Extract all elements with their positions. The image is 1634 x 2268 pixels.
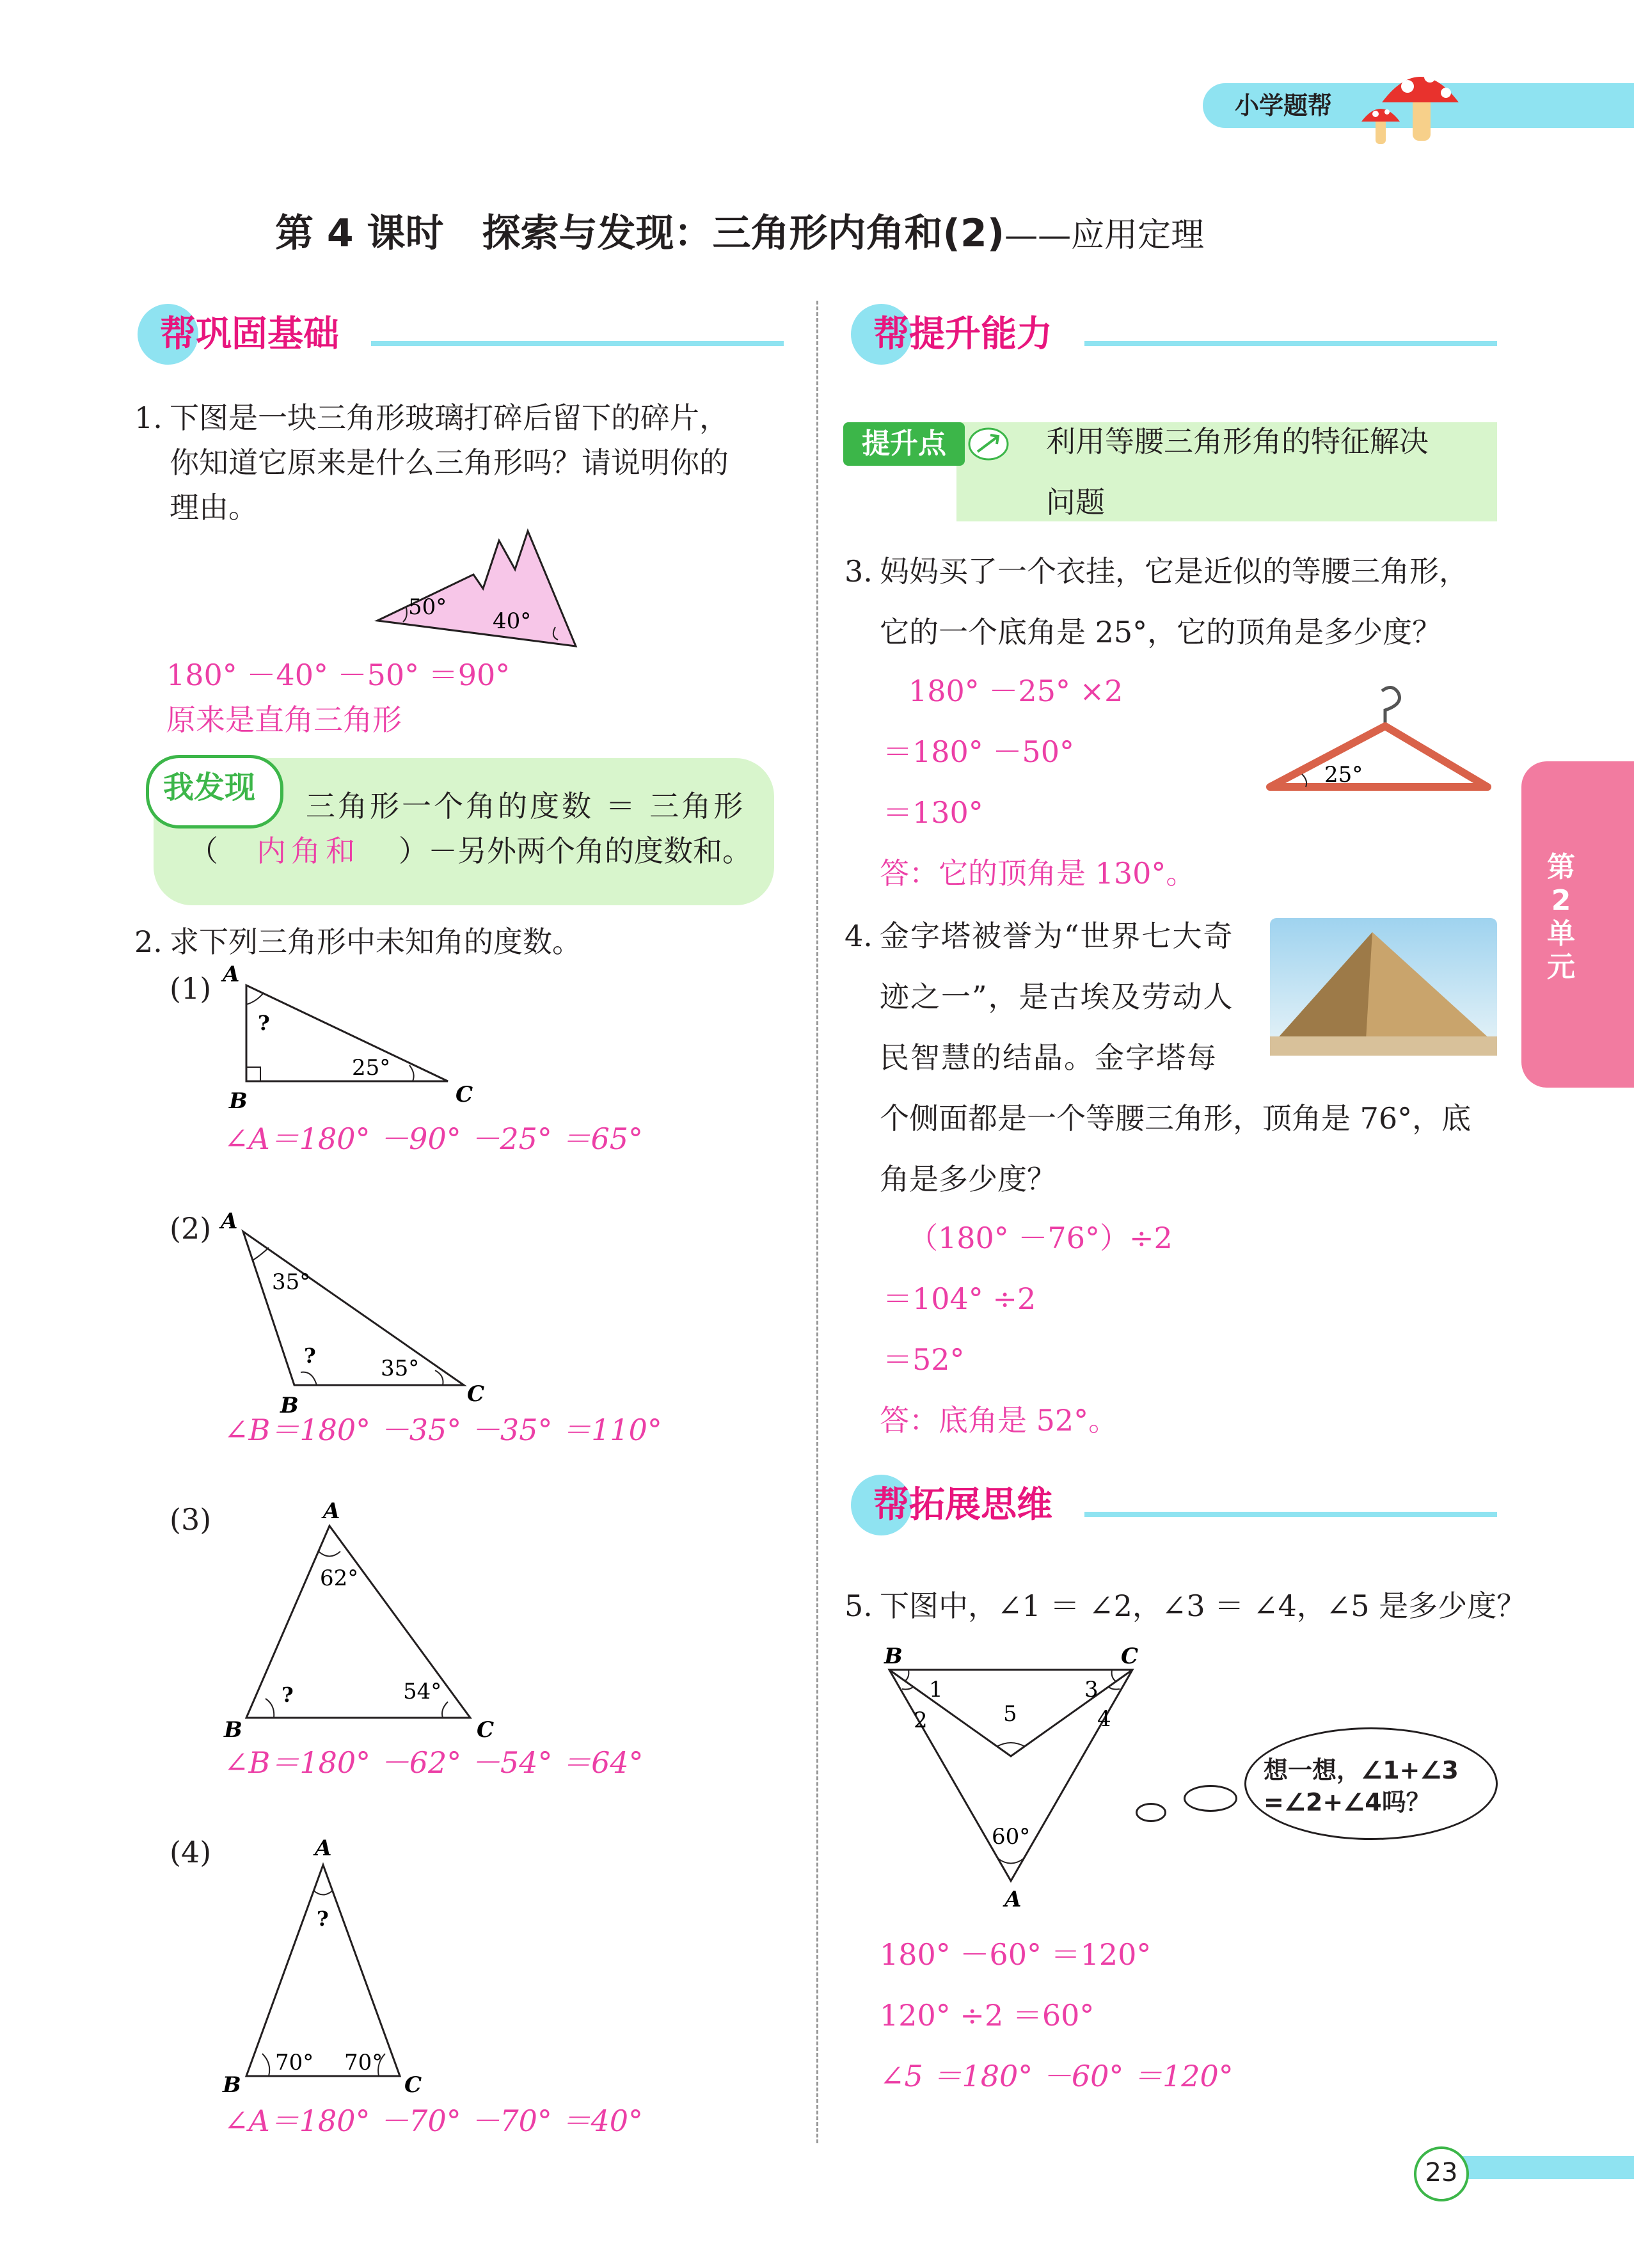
svg-text:4: 4 [1097,1706,1111,1732]
discovery-line1: 三角形一个角的度数 ＝ 三角形 [306,789,746,823]
svg-text:25°: 25° [352,1055,391,1081]
svg-text:A: A [223,962,240,987]
thought-dot-medium [1184,1785,1237,1812]
q4-number: 4. [845,919,873,953]
q4-line: 金字塔被誉为“世界七大奇 [880,919,1234,953]
section-expand [851,1468,1497,1545]
svg-text:B: B [223,2072,241,2098]
discovery-tag-text: 我发现 [163,770,256,805]
page-title [275,208,1204,261]
bubble-line: 想一想，∠1+∠3 [1264,1756,1459,1784]
discovery-line2 [189,829,752,873]
discovery-rest: ）－另外两个角的度数和。 [399,834,752,868]
q2-2-answer: ∠B＝180° －35° －35° ＝110° [224,1413,662,1447]
q4-line: 角是多少度？ [880,1162,1056,1196]
q2-3-triangle [218,1491,512,1747]
q2-4-label: (4) [170,1835,212,1869]
svg-text:35°: 35° [272,1269,311,1295]
q2-1-answer: ∠A＝180° －90° －25° ＝65° [224,1122,644,1156]
arrow-icon [966,425,1011,463]
q1-line: 下图是一块三角形玻璃打碎后留下的碎片， [170,400,729,435]
svg-text:A: A [1004,1887,1022,1912]
svg-text:60°: 60° [992,1824,1031,1850]
q5-answer: 120° ÷2 ＝60° [880,1998,1095,2033]
section-basic [138,297,784,374]
title-main: 第 4 课时 探索与发现：三角形内角和(2) [275,211,1005,256]
svg-text:70°: 70° [344,2050,383,2075]
svg-text:25°: 25° [1324,762,1363,788]
section-line [1084,1512,1497,1517]
q2-3-label: (3) [170,1502,212,1537]
q2-2-triangle [218,1203,486,1414]
q3-answer: ＝180° －50° [883,734,1074,769]
svg-text:C: C [467,1381,485,1407]
section-line [371,341,784,346]
svg-text:C: C [1121,1644,1139,1669]
q2-1-label: (1) [170,971,212,1006]
svg-text:5: 5 [1003,1701,1017,1727]
q4-answer: （180° －76°）÷2 [908,1221,1173,1255]
thought-dot-small [1136,1803,1166,1822]
svg-text:C: C [477,1717,495,1743]
svg-text:C: C [456,1082,473,1107]
q5-answer: ∠5 ＝180° －60° ＝120° [880,2059,1233,2093]
q3-number: 3. [845,554,873,589]
q3-answer: 答：它的顶角是 130°。 [880,856,1196,891]
title-sub: ——应用定理 [1004,216,1205,255]
svg-text:A: A [221,1209,238,1234]
glass-shard-figure [371,525,589,653]
hanger-figure [1264,678,1494,800]
section-title: 帮提升能力 [873,313,1052,355]
q2-number: 2. [134,924,163,959]
svg-text:B: B [884,1644,903,1669]
q1-number: 1. [134,400,163,435]
point-tag: 提升点 [843,422,965,466]
q5-number: 5. [845,1589,873,1623]
unit-tab-label: 第2单元 [1547,851,1575,983]
q2-4-triangle [218,1823,448,2098]
section-title: 帮拓展思维 [873,1484,1052,1526]
q2-3-answer: ∠B＝180° －62° －54° ＝64° [224,1745,644,1780]
pyramid-photo [1270,918,1497,1056]
q1-angle-40: 40° [493,608,532,634]
q4-answer: ＝52° [883,1342,965,1377]
q4-line: 个侧面都是一个等腰三角形，顶角是 76°，底 [880,1101,1471,1136]
bubble-line: =∠2+∠4吗？ [1264,1788,1431,1816]
q1-line: 你知道它原来是什么三角形吗？请说明你的 [170,445,729,480]
svg-text:70°: 70° [275,2050,314,2075]
point-line1: 利用等腰三角形角的特征解决 [1046,424,1429,459]
point-line2: 问题 [1046,485,1105,519]
section-title: 帮巩固基础 [160,313,339,355]
discovery-open: （ [189,834,218,868]
q3-answer: ＝130° [883,795,983,830]
svg-text:54°: 54° [403,1679,442,1704]
svg-text:35°: 35° [381,1356,420,1381]
q3-line: 它的一个底角是 25°，它的顶角是多少度？ [880,615,1442,649]
q2-1-triangle [218,960,486,1113]
q4-answer: 答：底角是 52°。 [880,1403,1118,1438]
section-improve [851,297,1497,374]
q4-answer: ＝104° ÷2 [883,1281,1036,1316]
svg-text:1: 1 [929,1677,943,1702]
svg-text:?: ? [282,1683,294,1707]
svg-text:62°: 62° [320,1566,359,1591]
svg-text:C: C [404,2072,422,2098]
svg-text:A: A [323,1498,340,1524]
svg-text:?: ? [304,1344,316,1368]
q1-answer: 180° －40° －50° ＝90° [166,658,511,692]
q3-answer: 180° －25° ×2 [908,674,1123,708]
svg-text:B: B [280,1393,299,1414]
svg-text:3: 3 [1084,1677,1099,1702]
q1-answer: 原来是直角三角形 [166,702,402,737]
q4-line: 迹之一”，是古埃及劳动人 [880,979,1234,1014]
column-divider [816,301,818,2143]
svg-text:A: A [315,1836,332,1861]
svg-text:B: B [224,1717,242,1743]
q5-answer: 180° －60° ＝120° [880,1937,1152,1972]
q5-text: 下图中，∠1 ＝ ∠2，∠3 ＝ ∠4，∠5 是多少度？ [880,1589,1527,1623]
svg-text:?: ? [317,1907,329,1931]
q5-figure [876,1644,1145,1919]
q2-text: 求下列三角形中未知角的度数。 [170,924,582,959]
mushroom-icon [1356,58,1471,147]
page-number: 23 [1425,2158,1458,2187]
q1-angle-50: 50° [408,594,447,620]
discovery-blank: 内角和 [257,834,360,868]
footer-bar [1452,2156,1634,2179]
svg-text:?: ? [258,1011,270,1035]
q2-2-label: (2) [170,1211,212,1246]
svg-text:B: B [229,1088,248,1113]
q3-line: 妈妈买了一个衣挂，它是近似的等腰三角形， [880,554,1468,589]
q2-4-answer: ∠A＝180° －70° －70° ＝40° [224,2104,644,2138]
brand-label: 小学题帮 [1235,91,1333,120]
q4-line: 民智慧的结晶。金字塔每 [880,1040,1218,1075]
q1-line: 理由。 [170,490,258,525]
section-line [1084,341,1497,346]
svg-text:2: 2 [914,1708,928,1733]
